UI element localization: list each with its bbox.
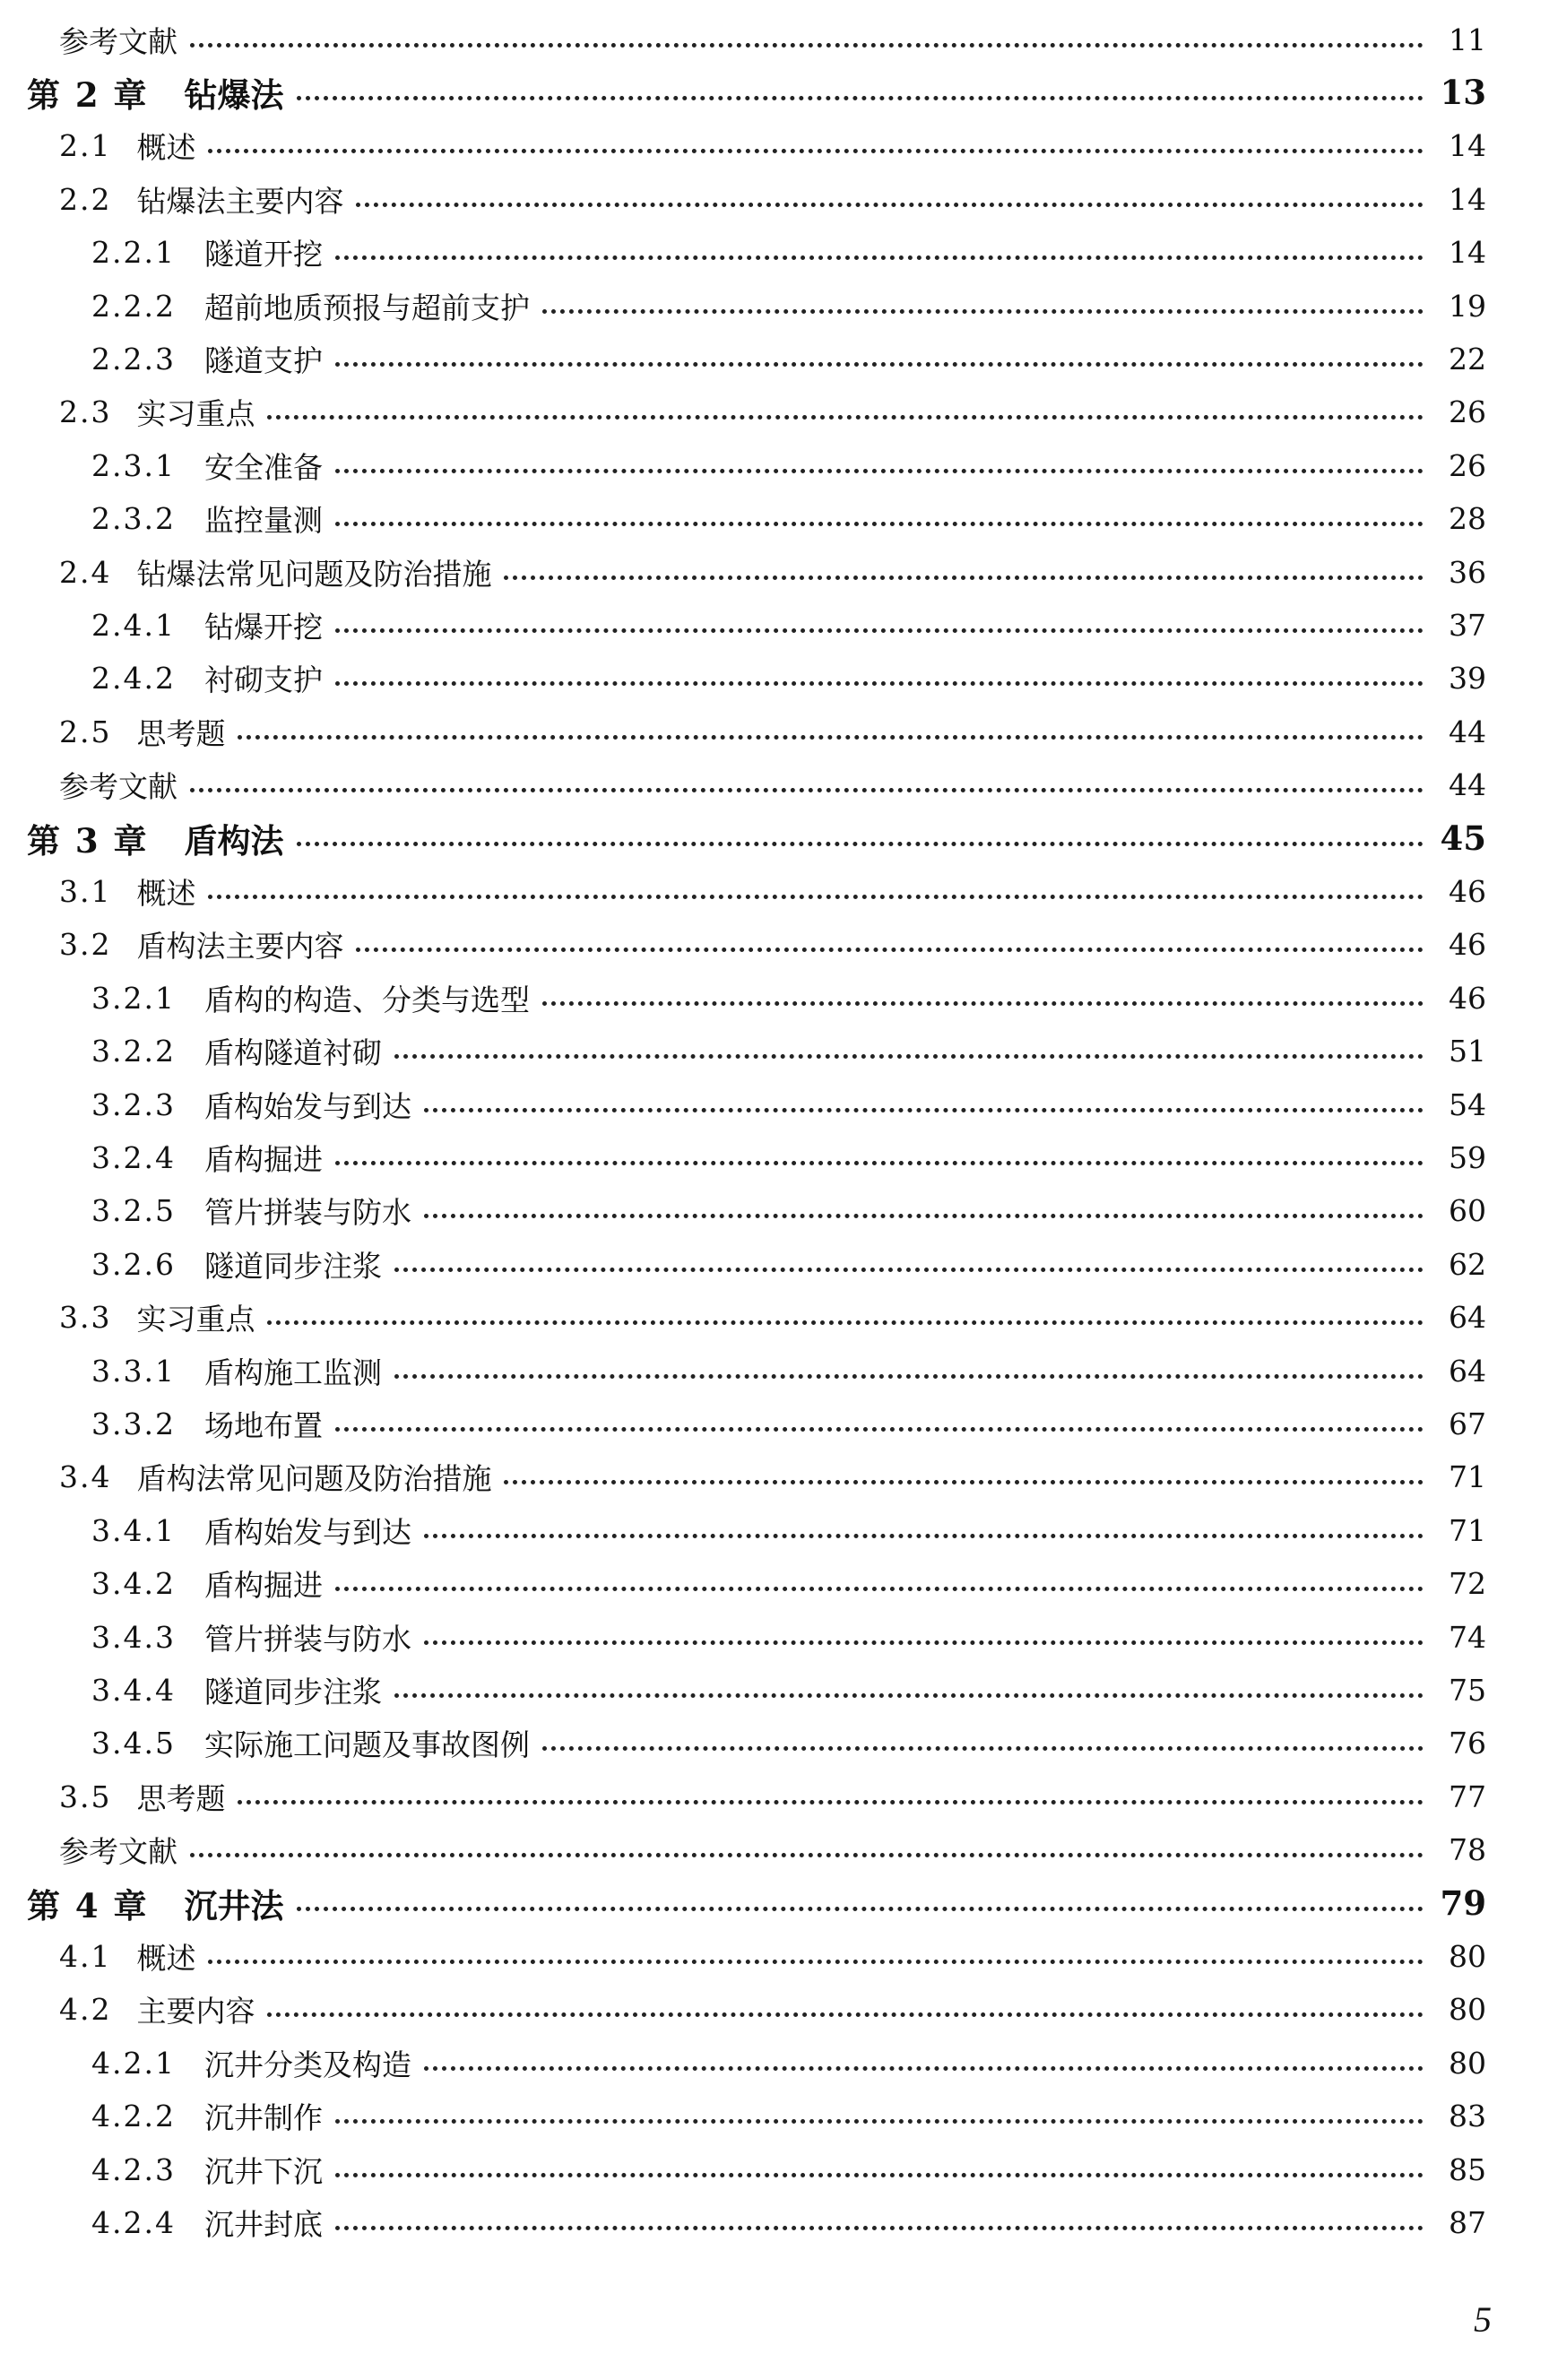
toc-entry-title: 盾构隧道衬砌 <box>203 1035 382 1071</box>
toc-entry-page: 46 <box>1449 927 1486 963</box>
toc-entry-number: 4.2 <box>59 1992 112 2028</box>
toc-entry-page: 75 <box>1449 1672 1486 1708</box>
toc-entry-title: 参考文献 <box>59 769 177 805</box>
toc-entry-page: 87 <box>1449 2204 1486 2240</box>
dot-leader <box>297 1907 1424 1911</box>
toc-entry <box>59 174 1486 224</box>
toc-entry-page: 45 <box>1440 818 1486 858</box>
toc-entry-title: 概述 <box>136 875 196 911</box>
toc-entry <box>91 1186 1486 1236</box>
toc-entry-number: 3.4.5 <box>91 1726 176 1761</box>
toc-entry-number: 2.2.3 <box>91 341 176 376</box>
dot-leader <box>208 1960 1424 1964</box>
toc-entry <box>59 1931 1486 1981</box>
dot-leader <box>504 1480 1424 1484</box>
toc-entry-page: 60 <box>1449 1193 1486 1229</box>
toc-entry-number: 3.2.5 <box>91 1193 176 1229</box>
toc-entry-title: 盾构的构造、分类与选型 <box>203 982 530 1017</box>
toc-entry <box>91 1132 1486 1182</box>
toc-entry-title: 实习重点 <box>136 396 255 432</box>
toc-entry-number: 2.3.2 <box>91 501 176 537</box>
dot-leader <box>542 309 1424 314</box>
toc-entry-page: 36 <box>1449 554 1486 590</box>
toc-entry-number: 2.2 <box>59 181 112 217</box>
toc-entry-number: 第 2 章 <box>27 75 149 116</box>
toc-entry <box>59 1771 1486 1822</box>
toc-entry <box>91 228 1486 278</box>
toc-entry-page: 64 <box>1449 1353 1486 1389</box>
dot-leader <box>335 1427 1424 1432</box>
dot-leader <box>190 788 1424 792</box>
toc-entry-title: 衬砌支护 <box>203 662 323 698</box>
toc-entry-page: 67 <box>1449 1406 1486 1441</box>
dot-leader <box>394 1693 1424 1698</box>
toc-entry <box>59 1293 1486 1343</box>
toc-entry-page: 76 <box>1449 1726 1486 1761</box>
toc-entry <box>27 813 1486 863</box>
toc-entry-number: 2.5 <box>59 714 112 749</box>
toc-entry-page: 39 <box>1449 661 1486 697</box>
toc-entry <box>59 866 1486 916</box>
toc-entry-page: 11 <box>1449 22 1486 57</box>
toc-entry <box>91 281 1486 331</box>
dot-leader <box>335 362 1424 367</box>
toc-entry-number: 2.4.2 <box>91 661 176 697</box>
toc-entry-number: 3.3 <box>59 1300 112 1336</box>
toc-entry-page: 46 <box>1449 873 1486 909</box>
dot-leader <box>208 149 1424 153</box>
toc-entry-title: 隧道同步注浆 <box>203 1674 382 1709</box>
toc-entry <box>59 760 1486 810</box>
toc-entry-title: 盾构法主要内容 <box>136 929 344 965</box>
toc-entry-title: 盾构法常见问题及防治措施 <box>136 1461 492 1497</box>
dot-leader <box>267 415 1424 420</box>
toc-entry-title: 钻爆开挖 <box>203 609 323 645</box>
toc-entry <box>91 1559 1486 1609</box>
toc-entry-page: 54 <box>1449 1086 1486 1122</box>
dot-leader <box>238 1800 1424 1804</box>
page-number: 5 <box>1474 2299 1492 2340</box>
toc-entry-number: 3.1 <box>59 873 112 909</box>
toc-entry <box>91 653 1486 704</box>
toc-entry-number: 3.2.1 <box>91 980 176 1016</box>
dot-leader <box>190 43 1424 48</box>
toc-entry-page: 51 <box>1449 1034 1486 1069</box>
toc-entry-page: 71 <box>1449 1459 1486 1495</box>
dot-leader <box>424 1214 1424 1218</box>
toc-entry-number: 2.2.2 <box>91 288 176 324</box>
toc-entry <box>91 333 1486 384</box>
toc-entry-title: 场地布置 <box>203 1407 323 1443</box>
toc-entry-title: 沉井制作 <box>203 2100 323 2136</box>
toc-entry-page: 79 <box>1440 1883 1486 1923</box>
toc-entry <box>91 1718 1486 1769</box>
toc-entry-title: 实际施工问题及事故图例 <box>203 1727 530 1763</box>
toc-entry-number: 2.4 <box>59 554 112 590</box>
dot-leader <box>267 2012 1424 2017</box>
toc-entry-title: 盾构施工监测 <box>203 1354 382 1390</box>
toc-entry-page: 28 <box>1449 501 1486 537</box>
toc-entry-number: 4.2.4 <box>91 2204 176 2240</box>
dot-leader <box>424 2066 1424 2071</box>
dot-leader <box>335 522 1424 526</box>
toc-entry-page: 71 <box>1449 1512 1486 1548</box>
dot-leader <box>394 1268 1424 1272</box>
toc-entry <box>91 2144 1486 2194</box>
toc-entry <box>59 920 1486 970</box>
toc-entry-number: 2.2.1 <box>91 235 176 271</box>
toc-entry <box>59 547 1486 597</box>
toc-entry-page: 83 <box>1449 2099 1486 2134</box>
toc-entry-title: 实习重点 <box>136 1302 255 1337</box>
toc-entry <box>91 440 1486 490</box>
dot-leader <box>356 948 1424 952</box>
toc-entry-title: 参考文献 <box>59 1834 177 1870</box>
dot-leader <box>335 2119 1424 2124</box>
toc-entry-page: 46 <box>1449 980 1486 1016</box>
toc-entry-page: 14 <box>1449 128 1486 164</box>
toc-entry <box>91 1239 1486 1289</box>
dot-leader <box>335 255 1424 260</box>
toc-entry <box>59 706 1486 757</box>
toc-entry-title: 参考文献 <box>59 23 177 59</box>
toc-entry-page: 64 <box>1449 1300 1486 1336</box>
toc-entry-number: 4.1 <box>59 1938 112 1974</box>
toc-entry-title: 管片拼装与防水 <box>203 1621 411 1657</box>
toc-entry-number: 3.4.3 <box>91 1619 176 1655</box>
dot-leader <box>335 1587 1424 1591</box>
toc-entry-number: 3.4.4 <box>91 1672 176 1708</box>
toc-entry <box>59 1825 1486 1875</box>
toc-entry-page: 77 <box>1449 1779 1486 1814</box>
dot-leader <box>335 681 1424 686</box>
toc-entry-page: 44 <box>1449 714 1486 749</box>
toc-entry <box>59 1985 1486 2035</box>
toc-entry <box>59 1452 1486 1502</box>
toc-entry-page: 26 <box>1449 447 1486 483</box>
toc-entry <box>91 1612 1486 1662</box>
toc-entry-title: 思考题 <box>136 715 226 751</box>
toc-entry-title: 沉井法 <box>184 1886 284 1926</box>
toc-entry <box>91 1026 1486 1077</box>
dot-leader <box>424 1108 1424 1112</box>
toc-entry-number: 3.2 <box>59 927 112 963</box>
toc-entry-number: 3.3.1 <box>91 1353 176 1389</box>
toc-entry-title: 钻爆法常见问题及防治措施 <box>136 556 492 592</box>
toc-entry <box>91 2038 1486 2088</box>
toc-entry-title: 盾构掘进 <box>203 1141 323 1177</box>
toc-entry <box>27 67 1486 117</box>
dot-leader <box>424 1640 1424 1645</box>
dot-leader <box>190 1853 1424 1857</box>
toc-entry <box>91 973 1486 1023</box>
toc-entry-number: 3.3.2 <box>91 1406 176 1441</box>
dot-leader <box>356 203 1424 207</box>
toc-entry-title: 盾构法 <box>184 821 284 861</box>
toc-entry-page: 14 <box>1449 235 1486 271</box>
toc-entry-number: 第 4 章 <box>27 1886 149 1926</box>
toc-entry <box>91 494 1486 544</box>
toc-entry-page: 26 <box>1449 394 1486 430</box>
toc-entry-number: 第 3 章 <box>27 821 149 861</box>
dot-leader <box>394 1054 1424 1059</box>
toc-entry-title: 超前地质预报与超前支护 <box>203 290 530 325</box>
toc-entry-title: 安全准备 <box>203 449 323 485</box>
toc-entry-page: 80 <box>1449 1992 1486 2028</box>
dot-leader <box>424 1534 1424 1538</box>
toc-entry-number: 2.3.1 <box>91 447 176 483</box>
toc-entry-title: 盾构掘进 <box>203 1568 323 1604</box>
toc-entry <box>91 1346 1486 1396</box>
toc-entry-number: 2.3 <box>59 394 112 430</box>
toc-entry-title: 沉井下沉 <box>203 2153 323 2189</box>
dot-leader <box>267 1320 1424 1325</box>
dot-leader <box>335 628 1424 633</box>
toc-entry-title: 隧道同步注浆 <box>203 1248 382 1284</box>
toc-entry-page: 74 <box>1449 1619 1486 1655</box>
toc-entry-page: 14 <box>1449 181 1486 217</box>
toc-entry-page: 22 <box>1449 341 1486 376</box>
toc-entry-number: 2.4.1 <box>91 607 176 643</box>
toc-entry-number: 3.2.3 <box>91 1086 176 1122</box>
toc-entry-number: 3.4 <box>59 1459 112 1495</box>
toc-entry <box>91 1505 1486 1555</box>
toc-entry-page: 78 <box>1449 1832 1486 1868</box>
toc-entry-title: 隧道支护 <box>203 342 323 378</box>
toc-entry-number: 2.1 <box>59 128 112 164</box>
toc-entry <box>59 387 1486 437</box>
dot-leader <box>297 842 1424 846</box>
toc-entry-number: 4.2.2 <box>91 2099 176 2134</box>
toc-entry-title: 沉井封底 <box>203 2206 323 2242</box>
toc-entry-number: 4.2.1 <box>91 2045 176 2081</box>
toc-entry-title: 概述 <box>136 1940 196 1976</box>
dot-leader <box>504 576 1424 580</box>
dot-leader <box>335 469 1424 473</box>
toc-entry <box>91 1398 1486 1449</box>
dot-leader <box>335 2173 1424 2177</box>
toc-entry-title: 监控量测 <box>203 503 323 539</box>
dot-leader <box>238 735 1424 740</box>
toc-entry-number: 3.4.2 <box>91 1566 176 1602</box>
toc-entry-page: 44 <box>1449 767 1486 803</box>
dot-leader <box>542 1746 1424 1751</box>
dot-leader <box>208 895 1424 899</box>
toc-entry <box>91 2091 1486 2142</box>
toc-entry-page: 37 <box>1449 607 1486 643</box>
toc-entry-page: 59 <box>1449 1139 1486 1175</box>
toc-entry <box>59 121 1486 171</box>
toc-entry-page: 80 <box>1449 1938 1486 1974</box>
toc-entry-title: 沉井分类及构造 <box>203 2047 411 2082</box>
toc-entry-page: 62 <box>1449 1246 1486 1282</box>
toc-entry-title: 盾构始发与到达 <box>203 1088 411 1124</box>
toc-entry-page: 19 <box>1449 288 1486 324</box>
dot-leader <box>335 2226 1424 2230</box>
toc-entry-title: 管片拼装与防水 <box>203 1195 411 1231</box>
toc-entry-number: 3.2.4 <box>91 1139 176 1175</box>
dot-leader <box>542 1001 1424 1006</box>
dot-leader <box>394 1374 1424 1379</box>
toc-entry-title: 思考题 <box>136 1780 226 1816</box>
toc-entry <box>91 2197 1486 2247</box>
toc-entry-number: 3.5 <box>59 1779 112 1814</box>
toc-entry-number: 3.4.1 <box>91 1512 176 1548</box>
toc-entry-number: 3.2.2 <box>91 1034 176 1069</box>
toc-entry-title: 盾构始发与到达 <box>203 1514 411 1550</box>
toc-entry-number: 4.2.3 <box>91 2151 176 2187</box>
toc-entry-title: 钻爆法 <box>184 75 284 116</box>
dot-leader <box>297 96 1424 100</box>
toc-entry-page: 72 <box>1449 1566 1486 1602</box>
toc-entry-page: 13 <box>1440 73 1486 113</box>
toc-entry <box>91 600 1486 650</box>
toc-entry-title: 主要内容 <box>136 1994 255 2029</box>
toc-entry-page: 80 <box>1449 2045 1486 2081</box>
toc-entry-title: 钻爆法主要内容 <box>136 183 344 219</box>
toc-entry <box>27 1878 1486 1928</box>
toc-entry <box>91 1665 1486 1715</box>
toc-entry-title: 概述 <box>136 130 196 166</box>
toc-entry-page: 85 <box>1449 2151 1486 2187</box>
toc-entry <box>91 1079 1486 1129</box>
toc-entry <box>59 14 1486 65</box>
toc-entry-number: 3.2.6 <box>91 1246 176 1282</box>
dot-leader <box>335 1161 1424 1165</box>
toc-entry-title: 隧道开挖 <box>203 237 323 273</box>
